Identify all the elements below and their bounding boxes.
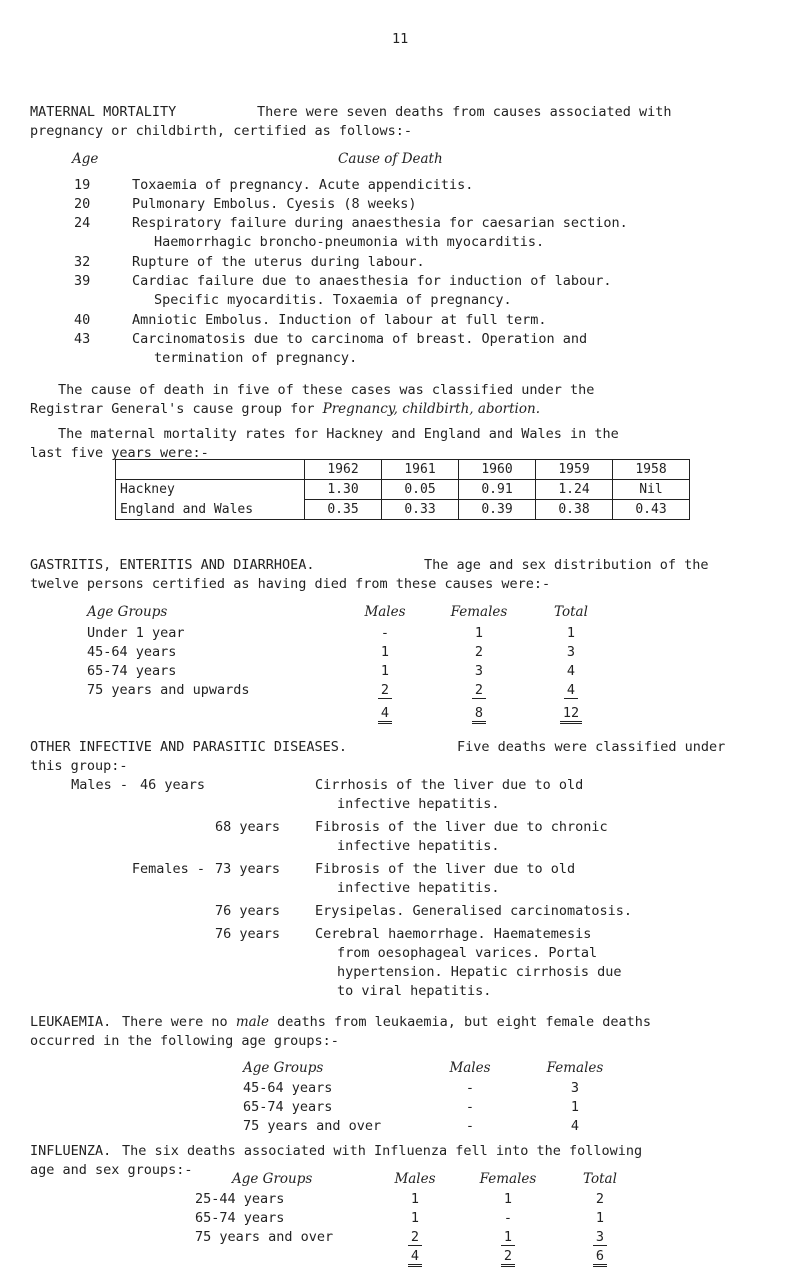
influenza-row-total: 2 xyxy=(595,1191,605,1207)
gastritis-row-age: 75 years and upwards xyxy=(87,682,250,698)
influenza-header-males: Males xyxy=(394,1171,436,1187)
leukaemia-row-females: 3 xyxy=(570,1080,580,1096)
gastritis-row-males: 1 xyxy=(380,663,390,679)
gastritis-row-males: 1 xyxy=(380,644,390,660)
influenza-header-age: Age Groups xyxy=(232,1171,313,1187)
gastritis-row-total: 1 xyxy=(566,625,576,641)
females-underlined-value: 1 xyxy=(501,1229,515,1246)
infective-intro-line-1: Five deaths were classified under xyxy=(457,739,726,755)
gastritis-row-females: 2 xyxy=(474,644,484,660)
maternal-classified-line-2 xyxy=(30,400,540,419)
influenza-row-males: 1 xyxy=(410,1191,420,1207)
influenza-row-females xyxy=(463,1228,553,1247)
leukaemia-row-age: 45-64 years xyxy=(243,1080,333,1096)
rates-row xyxy=(116,480,690,500)
influenza-row-age: 75 years and over xyxy=(195,1229,334,1245)
infective-age: 46 years xyxy=(140,777,206,793)
rates-year-header: 1960 xyxy=(459,460,536,480)
gastritis-intro-line-2: twelve persons certified as having died from these causes were:- xyxy=(30,576,551,592)
infective-age: 73 years xyxy=(215,861,281,877)
rates-cell: 1.24 xyxy=(536,480,613,500)
grand-total-value: 12 xyxy=(560,705,582,724)
infective-cause-cont: infective hepatitis. xyxy=(337,838,500,854)
maternal-row-age: 20 xyxy=(74,196,91,212)
rates-cell: 0.33 xyxy=(382,500,459,520)
females-total-value: 8 xyxy=(472,705,486,724)
gastritis-row-females: 3 xyxy=(474,663,484,679)
influenza-row-males xyxy=(380,1228,450,1247)
infective-age: 76 years xyxy=(215,903,281,919)
influenza-row-females: - xyxy=(503,1210,513,1226)
infective-cause: Cerebral haemorrhage. Haematemesis xyxy=(315,926,592,942)
influenza-total-males xyxy=(380,1247,450,1267)
maternal-row-age: 24 xyxy=(74,215,91,231)
maternal-intro-line-1: There were seven deaths from causes associated with xyxy=(257,104,672,120)
leukaemia-heading: LEUKAEMIA. xyxy=(30,1014,112,1030)
influenza-row-total xyxy=(565,1228,635,1247)
females-total-value: 2 xyxy=(501,1248,515,1267)
influenza-total-females xyxy=(463,1247,553,1267)
gastritis-row-males xyxy=(350,681,420,700)
maternal-col-age: Age xyxy=(72,151,99,167)
leukaemia-row-males: - xyxy=(465,1118,475,1134)
gastritis-total-males xyxy=(350,704,420,724)
gastritis-header-total: Total xyxy=(554,604,588,620)
influenza-row-total: 1 xyxy=(595,1210,605,1226)
leukaemia-row-age: 75 years and over xyxy=(243,1118,382,1134)
maternal-row-cause-cont: termination of pregnancy. xyxy=(154,350,358,366)
influenza-header-total: Total xyxy=(583,1171,617,1187)
males-total-value: 4 xyxy=(408,1248,422,1267)
infective-cause-cont: infective hepatitis. xyxy=(337,880,500,896)
rates-cell: 1.30 xyxy=(305,480,382,500)
maternal-rates-line-2: last five years were:- xyxy=(30,445,209,461)
influenza-header-females: Females xyxy=(479,1171,537,1187)
leukaemia-intro-text: There were no xyxy=(122,1014,228,1030)
rates-corner-cell xyxy=(116,460,305,480)
influenza-row-males: 1 xyxy=(410,1210,420,1226)
leukaemia-row-males: - xyxy=(465,1099,475,1115)
males-total-value: 4 xyxy=(378,705,392,724)
gastritis-header-females: Females xyxy=(450,604,508,620)
gastritis-row-age: 65-74 years xyxy=(87,663,177,679)
influenza-intro-line-1: The six deaths associated with Influenza fell into the following xyxy=(122,1143,643,1159)
infective-cause: Cirrhosis of the liver due to old xyxy=(315,777,584,793)
influenza-intro-line-2: age and sex groups:- xyxy=(30,1162,193,1178)
leukaemia-row-males: - xyxy=(465,1080,475,1096)
females-underlined-value: 2 xyxy=(472,682,486,699)
gastritis-total-females xyxy=(434,704,524,724)
maternal-row-cause: Cardiac failure due to anaesthesia for induction of labour. xyxy=(132,273,612,289)
maternal-row-cause-cont: Haemorrhagic broncho-pneumonia with myocarditis. xyxy=(154,234,545,250)
influenza-total-all xyxy=(565,1247,635,1267)
infective-cause-cont: infective hepatitis. xyxy=(337,796,500,812)
infective-cause: Erysipelas. Generalised carcinomatosis. xyxy=(315,903,632,919)
page-number: 11 xyxy=(392,31,409,47)
leukaemia-row-age: 65-74 years xyxy=(243,1099,333,1115)
rates-cell: 0.43 xyxy=(613,500,690,520)
infective-intro-line-2: this group:- xyxy=(30,758,128,774)
maternal-row-age: 32 xyxy=(74,254,91,270)
rates-cell: 0.05 xyxy=(382,480,459,500)
rates-cell: 0.91 xyxy=(459,480,536,500)
infective-cause: Fibrosis of the liver due to old xyxy=(315,861,576,877)
males-underlined-value: 2 xyxy=(378,682,392,699)
rates-cell: 0.38 xyxy=(536,500,613,520)
leukaemia-intro-italic: male xyxy=(235,1014,269,1030)
infective-heading: OTHER INFECTIVE AND PARASITIC DISEASES. xyxy=(30,739,347,755)
gastritis-header-males: Males xyxy=(364,604,406,620)
influenza-row-age: 25-44 years xyxy=(195,1191,285,1207)
maternal-rates-line-1: The maternal mortality rates for Hackney and England and Wales in the xyxy=(58,426,619,442)
leukaemia-header-age: Age Groups xyxy=(243,1060,324,1076)
infective-age: 68 years xyxy=(215,819,281,835)
rates-row-label: Hackney xyxy=(116,480,305,500)
infective-cause-cont: to viral hepatitis. xyxy=(337,983,492,999)
gastritis-row-age: Under 1 year xyxy=(87,625,185,641)
gastritis-heading: GASTRITIS, ENTERITIS AND DIARRHOEA. xyxy=(30,557,315,573)
gastritis-header-age: Age Groups xyxy=(87,604,168,620)
maternal-row-age: 40 xyxy=(74,312,91,328)
rates-row xyxy=(116,500,690,520)
maternal-row-cause: Respiratory failure during anaesthesia for caesarian section. xyxy=(132,215,628,231)
influenza-row-age: 65-74 years xyxy=(195,1210,285,1226)
maternal-rates-table xyxy=(115,459,690,520)
infective-cause: Fibrosis of the liver due to chronic xyxy=(315,819,608,835)
rates-year-header: 1962 xyxy=(305,460,382,480)
leukaemia-intro-line-2: occurred in the following age groups:- xyxy=(30,1033,339,1049)
leukaemia-row-females: 1 xyxy=(570,1099,580,1115)
maternal-row-cause: Amniotic Embolus. Induction of labour at full term. xyxy=(132,312,547,328)
classified-italic: Pregnancy, childbirth, abortion. xyxy=(322,401,540,417)
classified-text: Registrar General's cause group for xyxy=(30,401,315,417)
infective-sex-label: Females - xyxy=(131,861,205,877)
maternal-row-cause-cont: Specific myocarditis. Toxaemia of pregnancy. xyxy=(154,292,512,308)
maternal-classified-line-1: The cause of death in five of these cases was classified under the xyxy=(58,382,595,398)
maternal-row-cause: Carcinomatosis due to carcinoma of breast. Operation and xyxy=(132,331,588,347)
maternal-row-cause: Toxaemia of pregnancy. Acute appendicitis. xyxy=(132,177,474,193)
gastritis-row-total: 3 xyxy=(566,644,576,660)
maternal-row-age: 39 xyxy=(74,273,91,289)
gastritis-total-all xyxy=(536,704,606,724)
leukaemia-intro-line-1 xyxy=(122,1013,651,1032)
influenza-heading: INFLUENZA. xyxy=(30,1143,112,1159)
gastritis-row-age: 45-64 years xyxy=(87,644,177,660)
gastritis-row-males: - xyxy=(380,625,390,641)
maternal-intro-line-2: pregnancy or childbirth, certified as follows:- xyxy=(30,123,413,139)
leukaemia-intro-text: deaths from leukaemia, but eight female deaths xyxy=(277,1014,651,1030)
gastritis-intro-line-1: The age and sex distribution of the xyxy=(424,557,709,573)
leukaemia-header-females: Females xyxy=(546,1060,604,1076)
maternal-heading: MATERNAL MORTALITY xyxy=(30,104,177,120)
maternal-row-cause: Pulmonary Embolus. Cyesis (8 weeks) xyxy=(132,196,417,212)
rates-header-row xyxy=(116,460,690,480)
infective-sex-label: Males - xyxy=(71,777,128,793)
rates-year-header: 1961 xyxy=(382,460,459,480)
maternal-row-age: 43 xyxy=(74,331,91,347)
rates-year-header: 1959 xyxy=(536,460,613,480)
gastritis-row-total: 4 xyxy=(566,663,576,679)
influenza-row-females: 1 xyxy=(503,1191,513,1207)
gastritis-row-females: 1 xyxy=(474,625,484,641)
total-underlined-value: 3 xyxy=(593,1229,607,1246)
infective-cause-cont: from oesophageal varices. Portal xyxy=(337,945,598,961)
leukaemia-header-males: Males xyxy=(449,1060,491,1076)
males-underlined-value: 2 xyxy=(408,1229,422,1246)
gastritis-row-total xyxy=(536,681,606,700)
rates-year-header: 1958 xyxy=(613,460,690,480)
rates-cell: 0.35 xyxy=(305,500,382,520)
maternal-row-age: 19 xyxy=(74,177,91,193)
leukaemia-row-females: 4 xyxy=(570,1118,580,1134)
maternal-row-cause: Rupture of the uterus during labour. xyxy=(132,254,425,270)
infective-cause-cont: hypertension. Hepatic cirrhosis due xyxy=(337,964,622,980)
maternal-col-cause: Cause of Death xyxy=(338,151,443,167)
rates-cell: Nil xyxy=(613,480,690,500)
infective-age: 76 years xyxy=(215,926,281,942)
grand-total-value: 6 xyxy=(593,1248,607,1267)
rates-cell: 0.39 xyxy=(459,500,536,520)
gastritis-row-females xyxy=(434,681,524,700)
rates-row-label: England and Wales xyxy=(116,500,305,520)
total-underlined-value: 4 xyxy=(564,682,578,699)
